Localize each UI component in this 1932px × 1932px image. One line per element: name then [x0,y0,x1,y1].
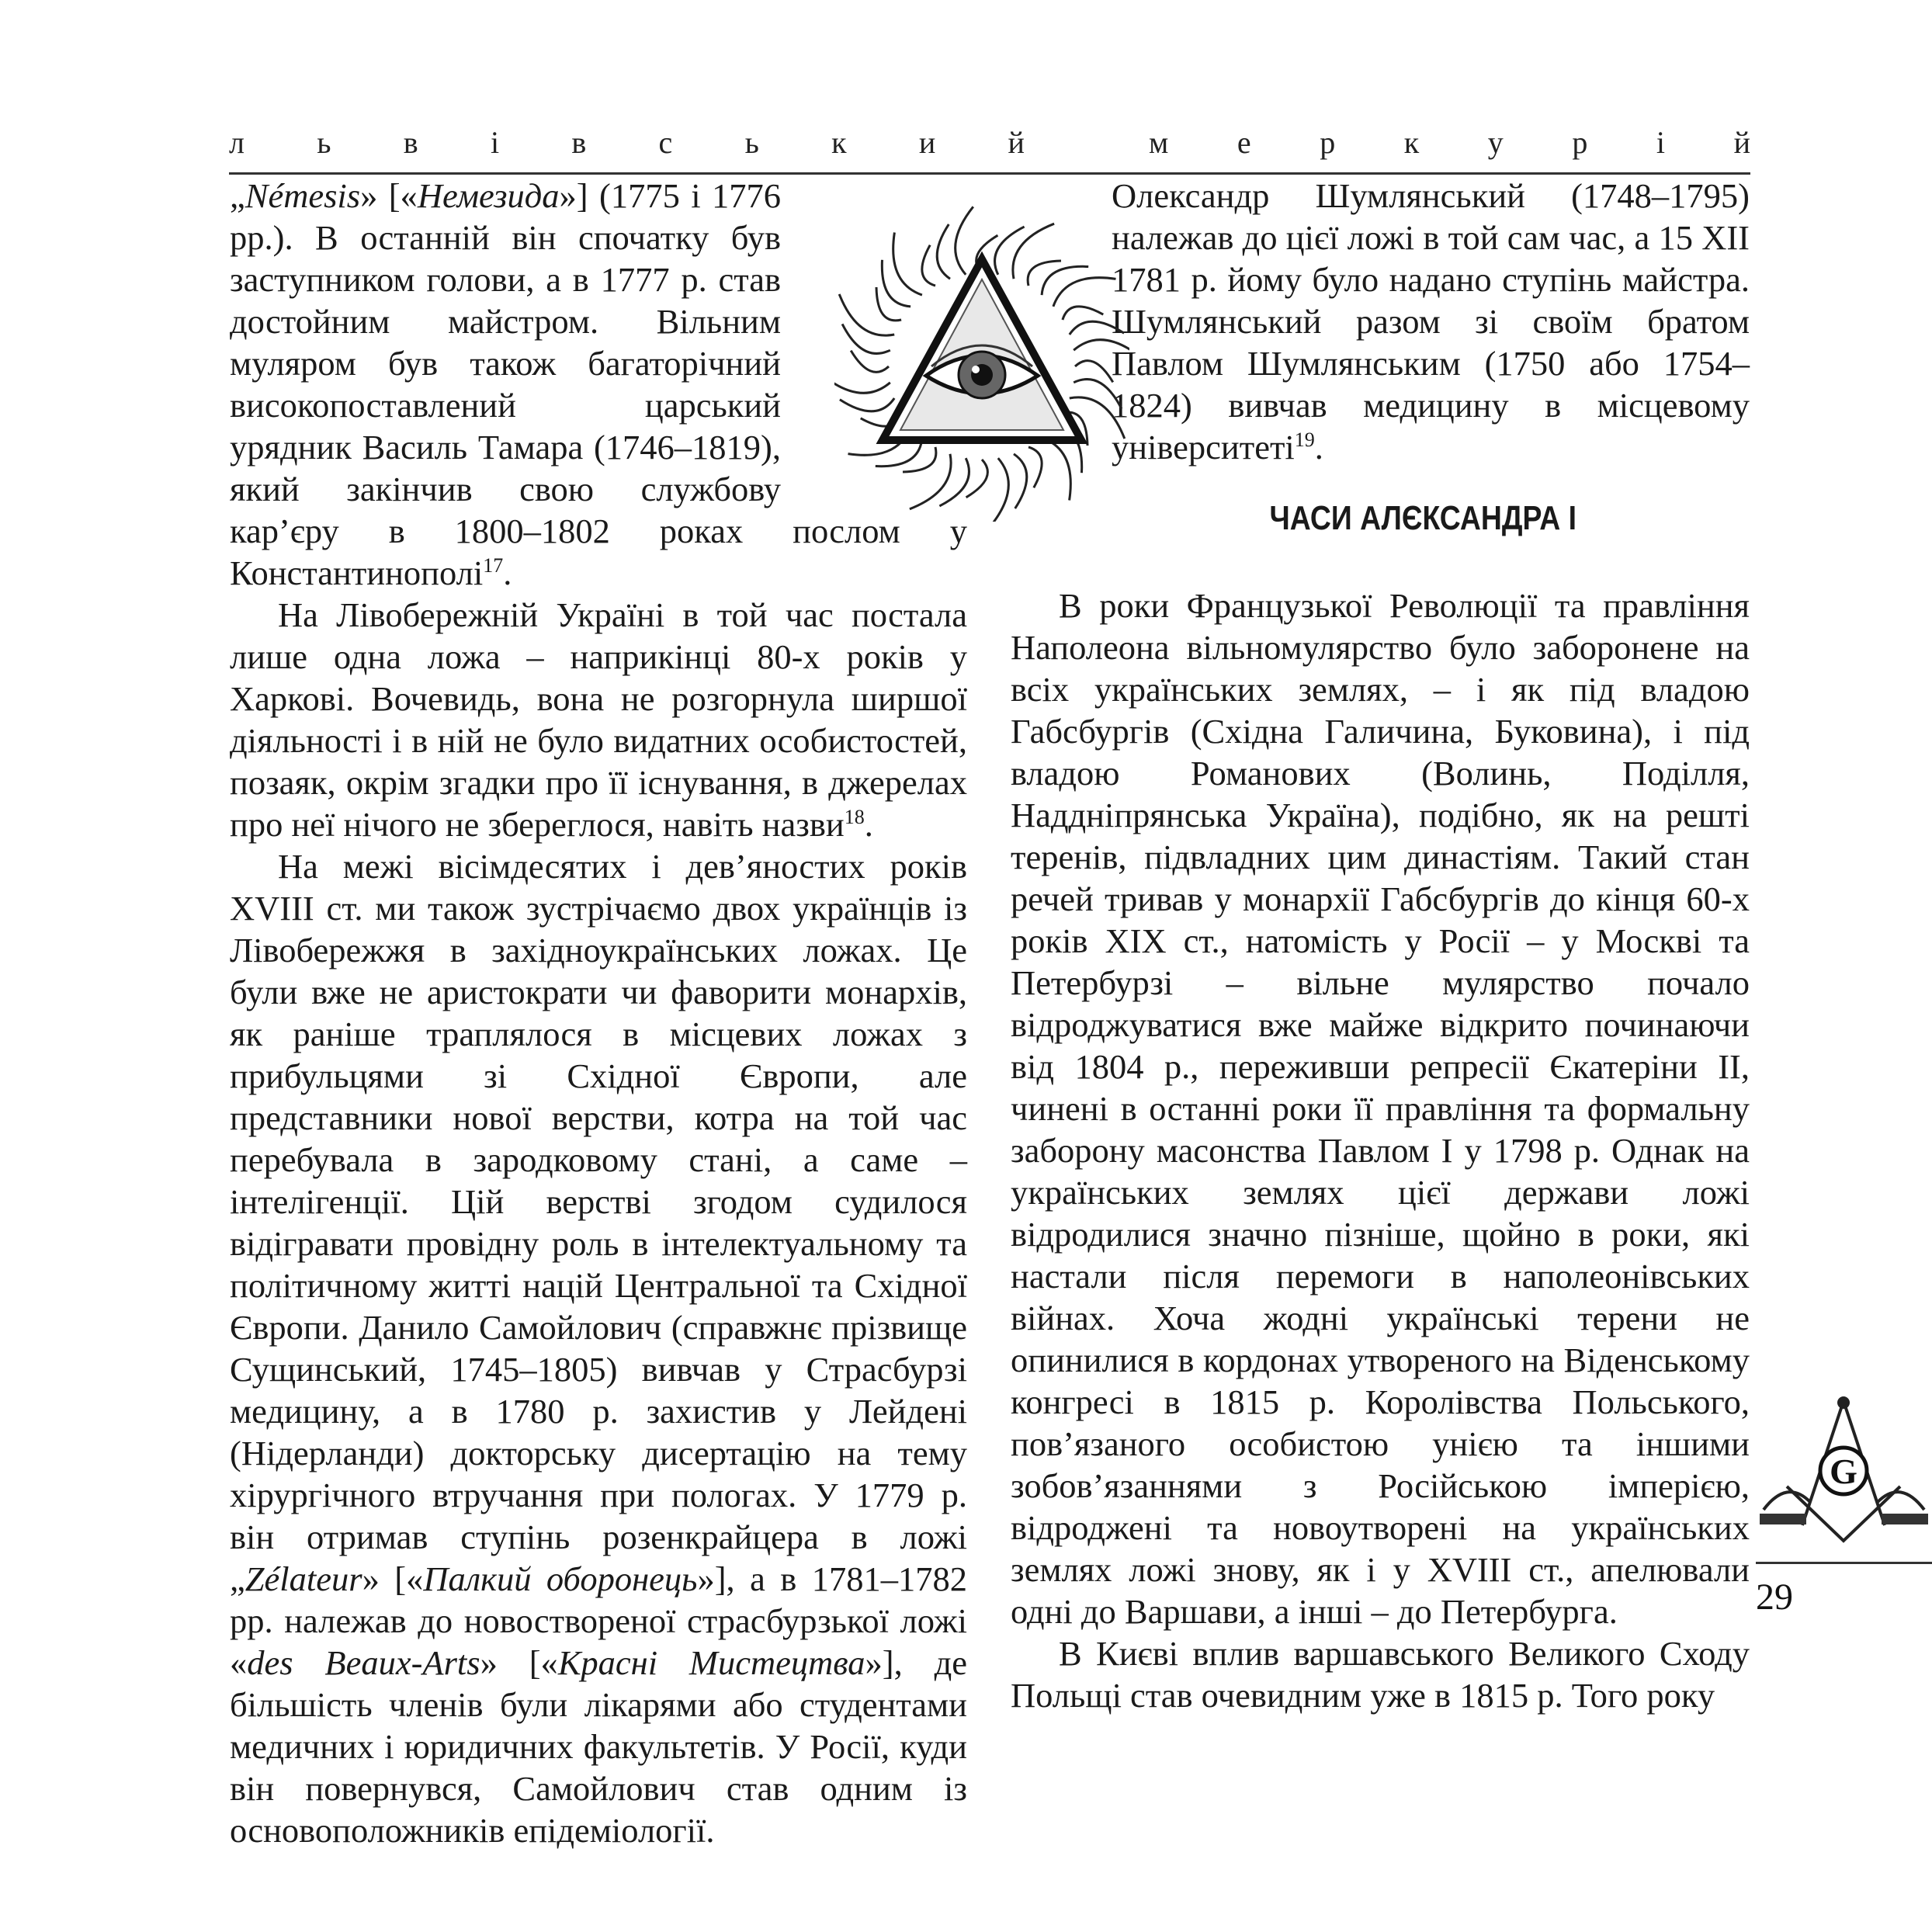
page-number: 29 [1756,1576,1793,1618]
flame-ray [990,458,1008,522]
header-letter: р [1572,125,1588,160]
paragraph: Олександр Шумлянський (1748–1795) належав до цієї ложі в той сам час, а 15 XII 1781 р. йому було надано ступінь майстра. Шумлянський разом зі своїм братом Павлом Шумлянським (1750 або 1754–1824) вивчав медицину в місцевому університеті$^{19}$. [1112,176,1750,467]
flame-ray [1014,454,1027,508]
page-number-rule [1756,1562,1932,1564]
flame-ray [1063,307,1103,320]
flame-ray [834,375,890,393]
header-letter: р [1320,125,1336,160]
flame-ray [939,458,969,506]
header-letter: в [571,125,587,160]
header-letter: в [403,125,418,160]
flame-ray [910,454,951,509]
emblem-letter: G [1830,1452,1857,1491]
flame-ray [995,227,1025,275]
header-letter: у [1487,125,1504,160]
header-letter: к [831,125,847,160]
flame-ray [839,294,894,335]
compass-and-square-icon [1756,1393,1932,1545]
flame-ray [1070,321,1124,335]
footnote-ref[interactable]: 17 [483,554,504,578]
flame-ray [1042,438,1070,501]
header-letter: с [658,125,673,160]
paragraph: На Лівобережній Україні в той час постала лише одна ложа – наприкінці 80-х років у Харкові. Вочевидь, вона не розгорнула ширшої діяльності і в ній не було видатних особистостей, позаяк, окрім згадки про її існування, в джерелах про неї нічого не збереглося, навіть назви$^{18}$. [230,595,967,844]
paragraph: В Києві вплив варшавського Великого Сходу Польщі став очевидним уже в 1815 р. Того року [1011,1634,1750,1715]
flame-ray [1074,340,1129,358]
header-letter: і [490,125,500,160]
header-letter: ь [317,125,331,160]
header-letter: е [1237,125,1251,160]
flame-ray [1053,278,1116,307]
flame-ray [1028,447,1042,487]
flame-ray [840,398,894,411]
header-letter: й [1733,125,1750,160]
section-heading: ЧАСИ АЛЄКСАНДРА I [1269,499,1576,537]
paragraph: В роки Французької Революції та правління Наполеона вільномулярство було заборонене на всіх українських землях, – і як під владою Габсбургів (Східна Галичина, Буковина), і під владою Романових (Волинь, Поділля, Наддніпрянська Україна), подібно, як на решті теренів, підвладних цим династіям. Такий стан речей тривав у монархії Габсбургів до кінця 60-х років XIX ст., натомість у Росії – у Москві та Петербурзі – вільне мулярство почало відроджуватися вже майже відкрито починаючи від 1804 р., переживши репресії Єкатеріни II, чинені в останні роки її правління та формальну заборону масонства Павлом I у 1798 р. Однак на українських землях цієї держави ложі відродилися значно пізніше, щойно в роки, які настали після перемоги в наполеонівських війнах. Хоча жодні українські терени не опинилися в кордонах утвореного на Віденському конгресі в 1815 р. Королівства Польського, пов’язаного особистою унією та іншими зобов’язаннями з Російською імперією, відроджені та новоутворені на українських землях ложі знову, як і у XVIII ст., апелювали одні до Варшави, а інші – до Петербурга. [1011,586,1750,1631]
flame-ray [1074,380,1122,409]
header-letter: и [918,125,936,160]
header-letter: і [1656,125,1666,160]
paragraph: На межі вісімдесятих і дев’яностих років XVIII ст. ми також зустрічаємо двох українців із Лівобережжя в західноукраїнських ложах. Це були вже не аристократи чи фаворити монархів, як раніше траплялося в місцевих ложах з прибульцями зі Східної Європи, але представники нової верстви, котра на той час перебувала в зародковому стані, а саме – інтелігенції. Цій верстві згодом судилося відігравати провідну роль в інтелектуальному та політичному житті націй Центральної та Східної Європи. Данило Самойлович (справжнє прізвище Сущинський, 1745–1805) вивчав у Страсбурзі медицину, а в 1780 р. захистив у Лейдені (Нідерланди) докторську дисертацію на тему хірургічного втручання при пологах. У 1779 р. він отримав ступінь розенкрайцера в ложі „Zélateur» [«Палкий оборонець»], а в 1781–1782 рр. належав до новоствореної страсбурзької ложі «des Beaux-Arts» [«Красні Мистецтва»], де більшість членів були лікарями або студентами медичних і юридичних факультетів. У Росії, куди він повернувся, Самойлович став одним із основоположників епідеміології. [230,847,967,1850]
header-letter: л [229,125,245,160]
eye-of-providence-icon [834,172,1129,522]
paragraph: „Némesis» [«Немезида»] (1775 і 1776 рр.). В останній він спочатку був заступником голови, а в 1777 р. став достойним майстром. Вільним муляром був також багаторічний високопоставлений царський урядник Василь Тамара (1746–1819), який закінчив свою службову кар’єру в 1800–1802 роках послом у Константинополі$^{17}$. [230,176,967,592]
flame-ray [1013,224,1054,279]
flame-ray [842,324,890,353]
header-word-merkurii [1149,124,1750,161]
footnote-ref[interactable]: 18 [844,806,865,829]
header-letter: м [1149,125,1169,160]
header-letter: ь [744,125,759,160]
flame-ray [956,206,973,275]
flame-ray [922,245,935,286]
flame-ray [937,224,950,279]
header-word-lvivskyi [229,124,1025,161]
header-letter: й [1008,125,1025,160]
flame-ray [893,233,922,296]
header-letter: к [1403,125,1420,160]
footnote-ref[interactable]: 19 [1294,428,1315,452]
running-header [229,124,1750,161]
